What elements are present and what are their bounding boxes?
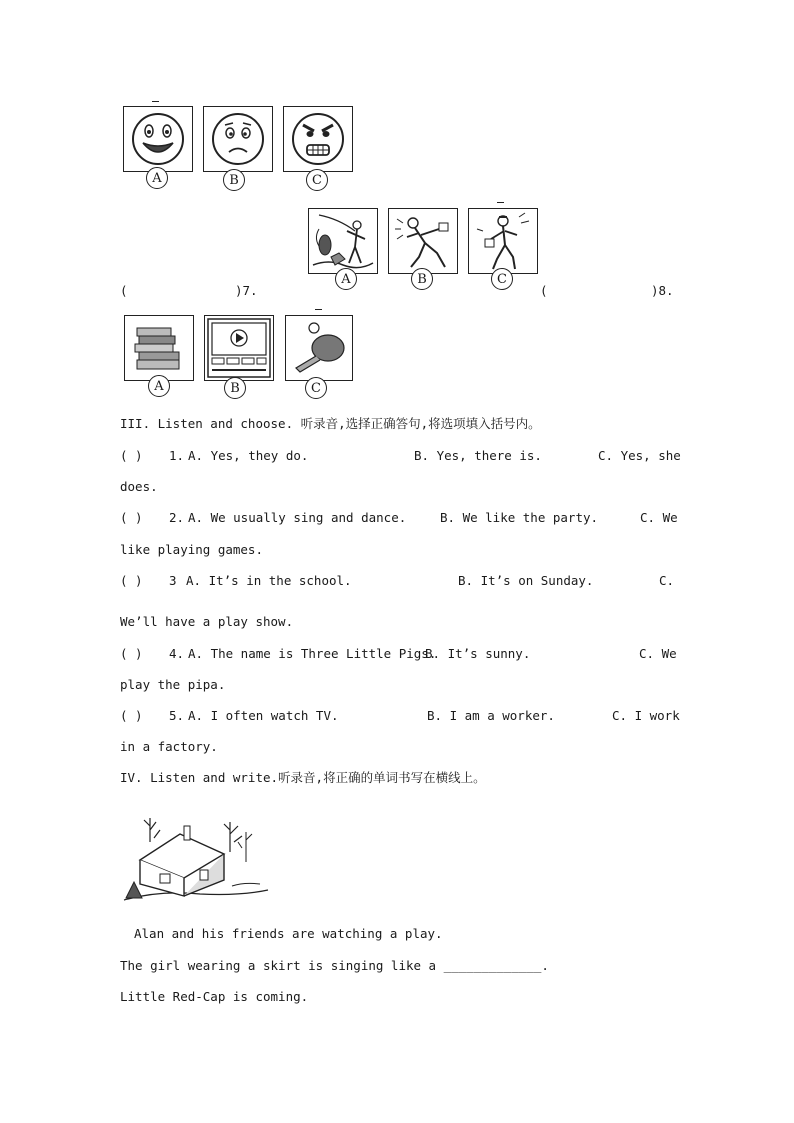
q5-number: 5. <box>169 708 185 723</box>
hurrying-man-icon <box>469 209 537 273</box>
question-7-close-bracket: )7. <box>235 283 258 298</box>
q5-option-c: C. I work <box>612 708 680 723</box>
top-mark <box>152 101 159 102</box>
q5-continuation: in a factory. <box>120 739 218 754</box>
option-a-happy-face-picture[interactable] <box>123 106 193 172</box>
q3-option-a: A. It’s in the school. <box>186 573 352 588</box>
fishing-man-icon <box>309 209 377 273</box>
ping-pong-paddle-icon <box>286 316 352 380</box>
question-7-open-bracket: ( <box>120 283 128 298</box>
q5-option-b: B. I am a worker. <box>427 708 555 723</box>
option-b-label: B <box>223 169 245 191</box>
option-a-label: A <box>146 167 168 189</box>
video-player-icon <box>205 316 273 380</box>
q2-bracket[interactable]: ( ) <box>120 510 143 525</box>
option-b-label: B <box>411 268 433 290</box>
option-b-tv-picture[interactable] <box>204 315 274 381</box>
question-8-close-bracket: )8. <box>651 283 674 298</box>
q2-number: 2. <box>169 510 185 525</box>
option-c-hurrying-man-picture[interactable] <box>468 208 538 274</box>
option-c-ping-pong-paddle-picture[interactable] <box>285 315 353 381</box>
option-b-sad-face-picture[interactable] <box>203 106 273 172</box>
q3-continuation: We’ll have a play show. <box>120 614 294 629</box>
q2-continuation: like playing games. <box>120 542 263 557</box>
q3-number: 3 <box>169 573 177 588</box>
part-4-line-3: Little Red-Cap is coming. <box>120 989 309 1004</box>
option-a-label: A <box>148 375 170 397</box>
option-b-running-man-picture[interactable] <box>388 208 458 274</box>
top-mark <box>315 309 322 310</box>
q1-option-b: B. Yes, there is. <box>414 448 542 463</box>
q5-bracket[interactable]: ( ) <box>120 708 143 723</box>
q3-bracket[interactable]: ( ) <box>120 573 143 588</box>
option-c-label: C <box>306 169 328 191</box>
winter-house-picture <box>120 812 270 907</box>
running-man-icon <box>389 209 457 273</box>
happy-face-icon <box>124 107 192 171</box>
q1-option-c: C. Yes, she <box>598 448 681 463</box>
angry-face-icon <box>284 107 352 171</box>
q1-continuation: does. <box>120 479 158 494</box>
q2-option-c: C. We <box>640 510 678 525</box>
q1-bracket[interactable]: ( ) <box>120 448 143 463</box>
q1-option-a: A. Yes, they do. <box>188 448 309 463</box>
q5-option-a: A. I often watch TV. <box>188 708 339 723</box>
q4-number: 4. <box>169 646 185 661</box>
sad-face-icon <box>204 107 272 171</box>
option-a-label: A <box>335 268 357 290</box>
question-8-open-bracket: ( <box>540 283 548 298</box>
q4-option-a: A. The name is Three Little Pigs. <box>188 646 437 661</box>
q4-option-c: C. We <box>639 646 677 661</box>
books-icon <box>125 316 193 380</box>
house-icon <box>120 812 270 907</box>
option-c-label: C <box>305 377 327 399</box>
q3-option-b: B. It’s on Sunday. <box>458 573 594 588</box>
q3-option-c: C. <box>659 573 675 588</box>
part-3-heading: III. Listen and choose. 听录音,选择正确答句,将选项填入括号内。 <box>120 416 541 431</box>
option-a-fishing-picture[interactable] <box>308 208 378 274</box>
q1-number: 1. <box>169 448 185 463</box>
q2-option-b: B. We like the party. <box>440 510 599 525</box>
q4-continuation: play the pipa. <box>120 677 226 692</box>
option-b-label: B <box>224 377 246 399</box>
part-4-line-2-with-blank: The girl wearing a skirt is singing like a _____________. <box>120 958 549 973</box>
option-c-angry-face-picture[interactable] <box>283 106 353 172</box>
part-4-line-1: Alan and his friends are watching a play. <box>134 926 443 941</box>
top-mark <box>497 202 504 203</box>
option-c-label: C <box>491 268 513 290</box>
option-a-books-picture[interactable] <box>124 315 194 381</box>
q4-option-b: B. It’s sunny. <box>425 646 531 661</box>
q2-option-a: A. We usually sing and dance. <box>188 510 407 525</box>
q4-bracket[interactable]: ( ) <box>120 646 143 661</box>
part-4-heading: IV. Listen and write.听录音,将正确的单词书写在横线上。 <box>120 770 486 785</box>
